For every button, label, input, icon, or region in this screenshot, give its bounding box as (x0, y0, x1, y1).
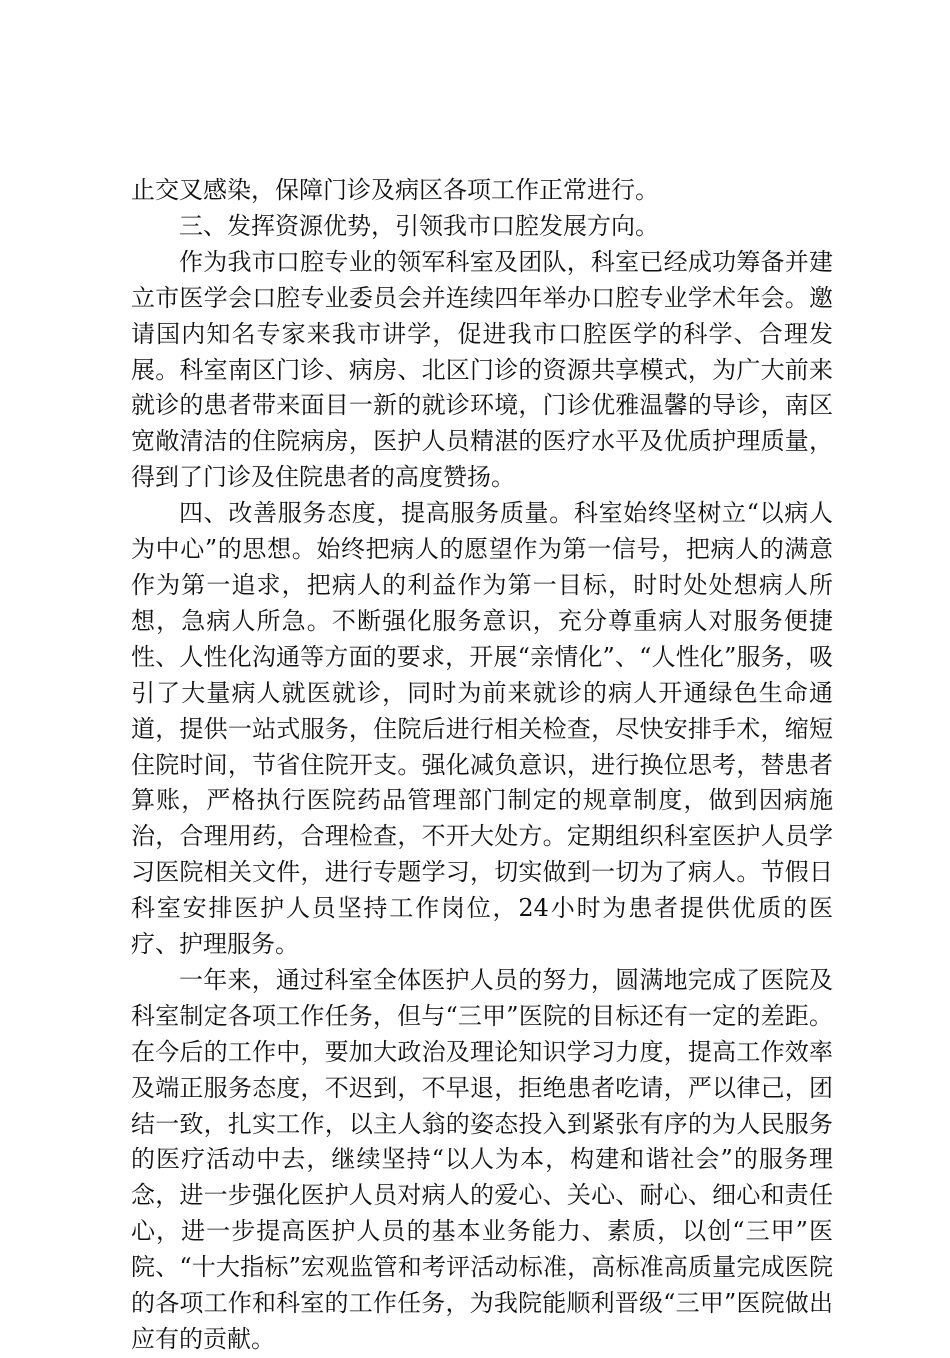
paragraph-section-three-body: 作为我市口腔专业的领军科室及团队，科室已经成功筹备并建立市医学会口腔专业委员会并连续四年举办口腔专业学术年会。邀请国内知名专家来我市讲学，促进我市口腔医学的科学、合理发展。科室南区门诊、病房、北区门诊的资源共享模式，为广大前来就诊的患者带来面目一新的就诊环境，门诊优雅温馨的导诊，南区宽敞清洁的住院病房，医护人员精湛的医疗水平及优质护理质量，得到了门诊及住院患者的高度赞扬。 (131, 247, 833, 492)
paragraph-summary: 一年来，通过科室全体医护人员的努力，圆满地完成了医院及科室制定各项工作任务，但与“三甲”医院的目标还有一定的差距。在今后的工作中，要加大政治及理论知识学习力度，提高工作效率及端正服务态度，不迟到，不早退，拒绝患者吃请，严以律己，团结一致，扎实工作，以主人翁的姿态投入到紧张有序的为人民服务的医疗活动中去，继续坚持“以人为本，构建和谐社会”的服务理念，进一步强化医护人员对病人的爱心、关心、耐心、细心和责任心，进一步提高医护人员的基本业务能力、素质，以创“三甲”医院、“十大指标”宏观监管和考评活动标准，高标准高质量完成医院的各项工作和科室的工作任务，为我院能顺利晋级“三甲”医院做出应有的贡献。 (131, 965, 833, 1353)
paragraph-section-three-heading: 三、发挥资源优势，引领我市口腔发展方向。 (179, 211, 659, 240)
paragraph-continuation: 止交叉感染，保障门诊及病区各项工作正常进行。 (131, 176, 659, 204)
paragraph-section-four: 四、改善服务态度，提高服务质量。科室始终坚树立“以病人为中心”的思想。始终把病人的愿望作为第一信号，把病人的满意作为第一追求，把病人的利益作为第一目标，时时处处想病人所想，急病人所急。不断强化服务意识，充分尊重病人对服务便捷性、人性化沟通等方面的要求，开展“亲情化”、“人性化”服务，吸引了大量病人就医就诊，同时为前来就诊的病人开通绿色生命通道，提供一站式服务，住院后进行相关检查，尽快安排手术，缩短住院时间，节省住院开支。强化减负意识，进行换位思考，替患者算账，严格执行医院药品管理部门制定的规章制度，做到因病施治，合理用药，合理检查，不开大处方。定期组织科室医护人员学习医院相关文件，进行专题学习，切实做到一切为了病人。节假日科室安排医护人员坚持工作岗位，24小时为患者提供优质的医疗、护理服务。 (131, 499, 833, 959)
document-body (131, 173, 833, 1358)
